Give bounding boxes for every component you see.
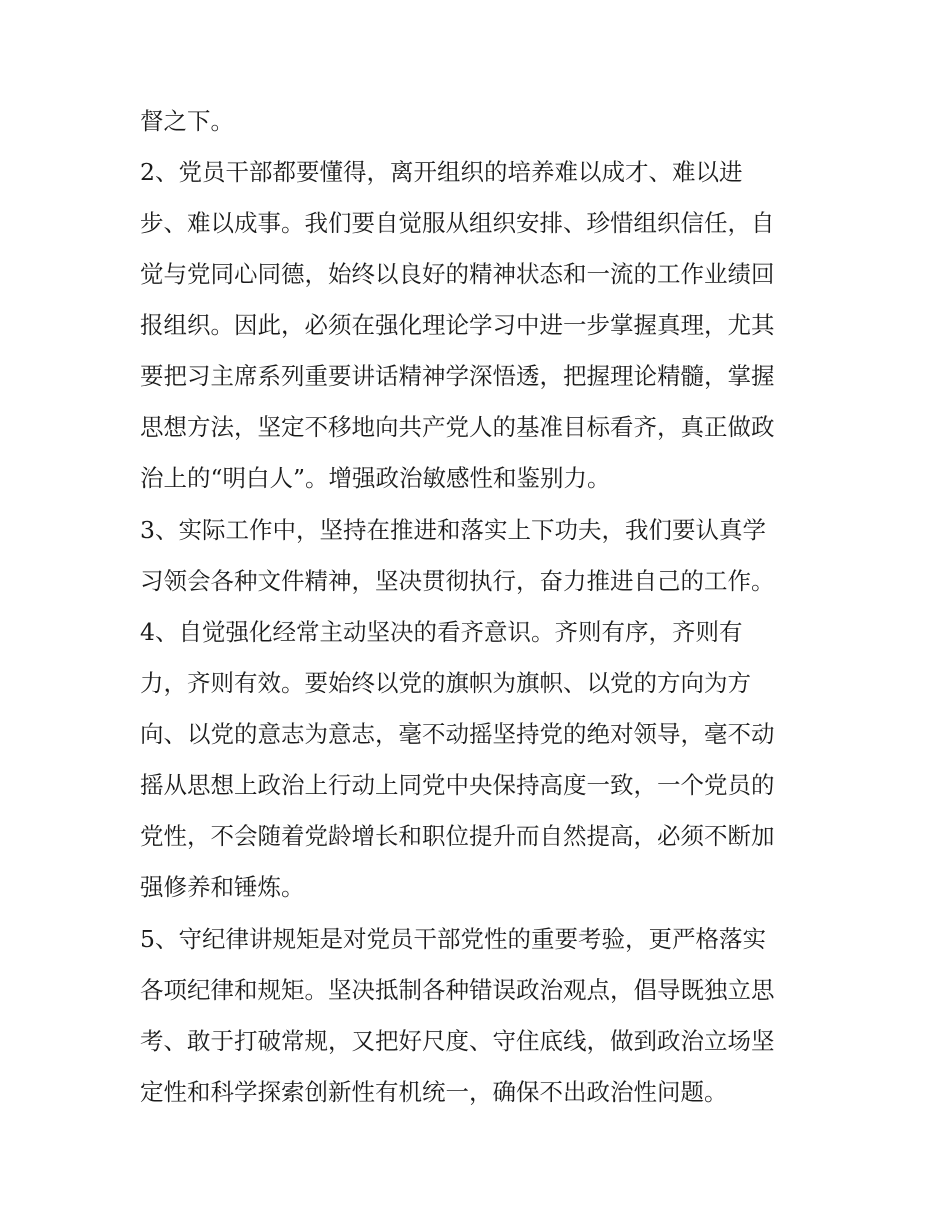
text-line: 习领会各种文件精神，坚决贯彻执行，奋力推进自己的工作。	[140, 567, 775, 595]
text-line: 报组织。因此，必须在强化理论学习中进一步掌握真理，尤其	[140, 311, 775, 339]
text-line: 思想方法，坚定不移地向共产党人的基准目标看齐，真正做政	[140, 413, 775, 441]
text-line: 步、难以成事。我们要自觉服从组织安排、珍惜组织信任，自	[140, 209, 775, 237]
text-line: 要把习主席系列重要讲话精神学深悟透，把握理论精髓，掌握	[140, 362, 775, 390]
text-line: 考、敢于打破常规，又把好尺度、守住底线，做到政治立场坚	[140, 1027, 775, 1055]
text-line: 5、守纪律讲规矩是对党员干部党性的重要考验，更严格落实	[140, 925, 766, 953]
text-line: 2、党员干部都要懂得，离开组织的培养难以成才、难以进	[140, 158, 743, 186]
text-line: 定性和科学探索创新性有机统一，确保不出政治性问题。	[140, 1078, 728, 1106]
text-line: 强修养和锤炼。	[140, 873, 305, 901]
text-line: 治上的“明白人”。增强政治敏感性和鉴别力。	[140, 464, 611, 492]
text-line: 力，齐则有效。要始终以党的旗帜为旗帜、以党的方向为方	[140, 669, 751, 697]
text-line: 各项纪律和规矩。坚决抵制各种错误政治观点，倡导既独立思	[140, 976, 775, 1004]
text-line: 督之下。	[140, 107, 234, 135]
text-line: 觉与党同心同德，始终以良好的精神状态和一流的工作业绩回	[140, 260, 775, 288]
text-line: 3、实际工作中，坚持在推进和落实上下功夫，我们要认真学	[140, 516, 766, 544]
text-line: 摇从思想上政治上行动上同党中央保持高度一致，一个党员的	[140, 771, 775, 799]
text-line: 向、以党的意志为意志，毫不动摇坚持党的绝对领导，毫不动	[140, 720, 775, 748]
text-line: 党性，不会随着党龄增长和职位提升而自然提高，必须不断加	[140, 822, 775, 850]
text-line: 4、自觉强化经常主动坚决的看齐意识。齐则有序，齐则有	[140, 618, 743, 646]
